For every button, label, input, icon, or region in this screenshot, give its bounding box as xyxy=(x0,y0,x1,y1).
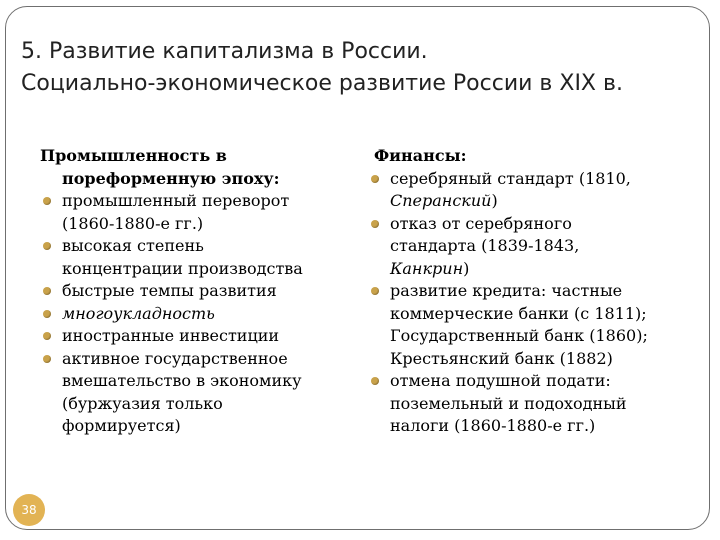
title-line-2: Социально-экономическое развитие России в XIX в. xyxy=(21,71,623,96)
industry-list xyxy=(40,190,340,438)
industry-column xyxy=(40,145,340,438)
list-item: отказ от серебряного стандарта (1839-1843, Канкрин) xyxy=(368,213,698,281)
list-item: развитие кредита: частные коммерческие банки (с 1811); Государственный банк (1860); Крестьянский банк (1882) xyxy=(368,280,698,370)
bullet-icon xyxy=(371,175,379,183)
finance-list xyxy=(368,168,698,438)
list-item: серебряный стандарт (1810, Сперанский) xyxy=(368,168,698,213)
list-item: высокая степень концентрации производства xyxy=(40,235,340,280)
bullet-icon xyxy=(43,332,51,340)
title-line-1: 5. Развитие капитализма в России. xyxy=(21,39,428,64)
bullet-icon xyxy=(43,355,51,363)
bullet-icon xyxy=(43,242,51,250)
slide-title xyxy=(21,36,701,100)
list-item: промышленный переворот (1860-1880-е гг.) xyxy=(40,190,340,235)
bullet-icon xyxy=(43,197,51,205)
industry-heading: Промышленность в пореформенную эпоху: xyxy=(40,146,280,188)
bullet-icon xyxy=(371,220,379,228)
bullet-icon xyxy=(43,287,51,295)
finance-heading: Финансы: xyxy=(374,146,467,165)
finance-column xyxy=(368,145,698,438)
list-item: активное государственное вмешательство в экономику (буржуазия только формируется) xyxy=(40,348,340,438)
list-item: иностранные инвестиции xyxy=(40,325,340,348)
bullet-icon xyxy=(371,287,379,295)
bullet-icon xyxy=(43,310,51,318)
list-item: быстрые темпы развития xyxy=(40,280,340,303)
bullet-icon xyxy=(371,377,379,385)
list-item: отмена подушной подати: поземельный и подоходный налоги (1860-1880-е гг.) xyxy=(368,370,698,438)
list-item: многоукладность xyxy=(40,303,340,326)
page-number-badge: 38 xyxy=(13,494,45,526)
